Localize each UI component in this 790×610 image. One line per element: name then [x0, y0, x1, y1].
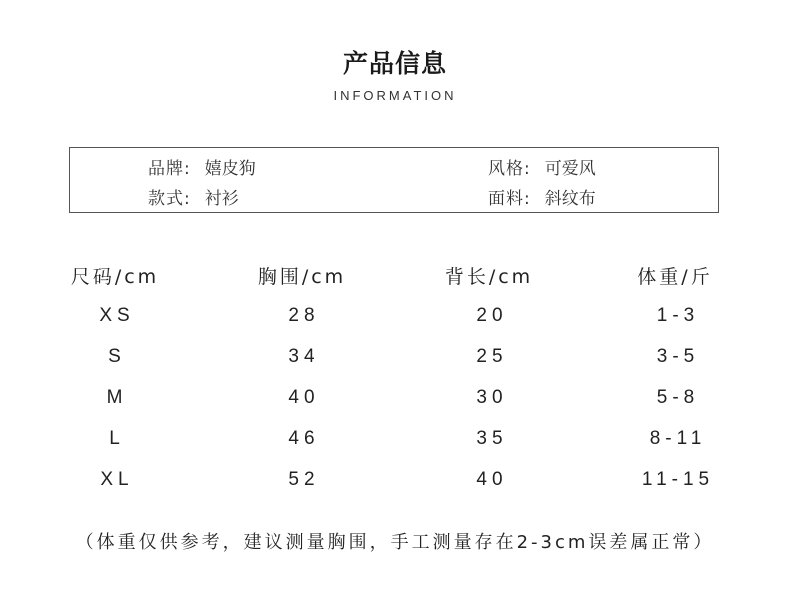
- measurement-note: （体重仅供参考，建议测量胸围，手工测量存在2-3cm误差属正常）: [75, 532, 715, 553]
- cell-back-length: 30: [476, 387, 508, 408]
- cell-size: M: [106, 387, 128, 408]
- cell-back-length: 35: [476, 428, 508, 449]
- cell-size: L: [109, 428, 125, 449]
- cell-chest: 28: [288, 305, 320, 326]
- cell-weight: 3-5: [656, 346, 700, 367]
- header-chest: 胸围/cm: [257, 266, 347, 288]
- cell-weight: 1-3: [656, 305, 700, 326]
- cell-weight: 8-11: [649, 428, 707, 449]
- cell-back-length: 20: [476, 305, 508, 326]
- info-style-label: 款式:: [148, 189, 191, 209]
- info-fashion-value: 可爱风: [544, 159, 596, 179]
- table-row: [0, 428, 790, 458]
- cell-size: XL: [100, 469, 134, 490]
- cell-chest: 52: [288, 469, 320, 490]
- info-fabric: [488, 184, 596, 209]
- info-style: [148, 184, 239, 209]
- cell-size: XS: [99, 305, 135, 326]
- cell-size: S: [108, 346, 126, 367]
- info-brand-value: 嬉皮狗: [204, 159, 256, 179]
- header-size: 尺码/cm: [70, 266, 160, 288]
- table-row: [0, 387, 790, 417]
- info-fabric-label: 面料:: [488, 189, 531, 209]
- page-subtitle: INFORMATION: [333, 88, 457, 103]
- cell-chest: 46: [288, 428, 320, 449]
- cell-weight: 11-15: [641, 469, 715, 490]
- table-row: [0, 469, 790, 499]
- header-back-length: 背长/cm: [444, 266, 534, 288]
- info-brand-label: 品牌:: [148, 159, 191, 179]
- product-info-box: [69, 147, 719, 213]
- size-table-header: [0, 262, 790, 292]
- header-weight: 体重/斤: [637, 266, 713, 288]
- page-title: 产品信息: [342, 49, 447, 78]
- info-brand: [148, 154, 256, 179]
- cell-back-length: 25: [476, 346, 508, 367]
- table-row: [0, 346, 790, 376]
- cell-weight: 5-8: [656, 387, 700, 408]
- cell-back-length: 40: [476, 469, 508, 490]
- info-fabric-value: 斜纹布: [544, 189, 596, 209]
- info-fashion: [488, 154, 596, 179]
- cell-chest: 34: [288, 346, 320, 367]
- table-row: [0, 305, 790, 335]
- info-style-value: 衬衫: [204, 189, 239, 209]
- cell-chest: 40: [288, 387, 320, 408]
- info-fashion-label: 风格:: [488, 159, 531, 179]
